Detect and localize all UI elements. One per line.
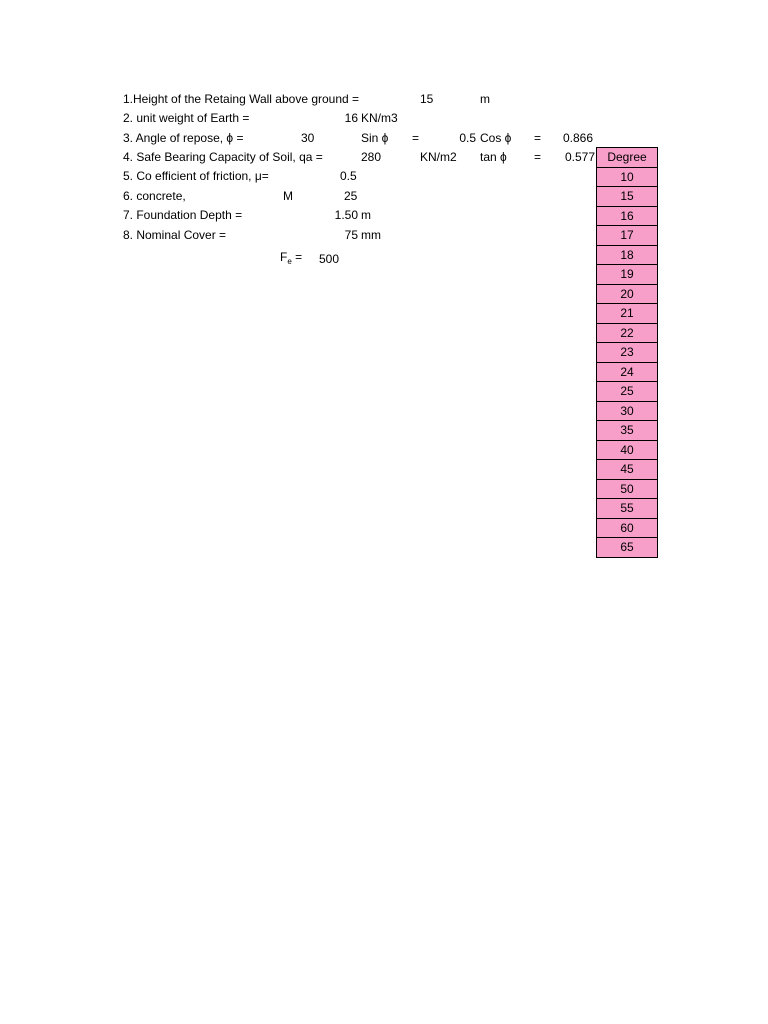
degree-cell: 23 — [597, 343, 657, 363]
nominal-cover-value: 75 — [344, 228, 358, 242]
cos-label: Cos ϕ — [480, 131, 512, 145]
angle-of-repose-value: 30 — [301, 131, 315, 145]
bearing-capacity-value: 280 — [361, 150, 382, 164]
tan-value: 0.577 — [564, 150, 595, 164]
height-value: 15 — [420, 92, 434, 106]
sin-value: 0.5 — [459, 131, 476, 145]
degree-cell: 35 — [597, 421, 657, 441]
degree-cell: 30 — [597, 402, 657, 422]
bearing-capacity-unit: KN/m2 — [420, 150, 457, 164]
degree-cell: 50 — [597, 480, 657, 500]
sin-equals: = — [412, 131, 420, 145]
degree-cell: 65 — [597, 538, 657, 558]
concrete-label: 6. concrete, — [123, 189, 186, 203]
degree-cell: 21 — [597, 304, 657, 324]
tan-label: tan ϕ — [480, 150, 507, 164]
degree-cell: 16 — [597, 207, 657, 227]
degree-cell: 17 — [597, 226, 657, 246]
cos-equals: = — [534, 131, 542, 145]
degree-cell: 22 — [597, 324, 657, 344]
fe-label — [280, 249, 302, 267]
degree-cell: 60 — [597, 519, 657, 539]
degree-cell: 19 — [597, 265, 657, 285]
nominal-cover-unit: mm — [361, 228, 381, 242]
degree-cell: 40 — [597, 441, 657, 461]
degree-table-header: Degree — [597, 147, 657, 168]
bearing-capacity-label: 4. Safe Bearing Capacity of Soil, qa = — [123, 150, 323, 164]
degree-cell: 10 — [597, 168, 657, 188]
foundation-depth-label: 7. Foundation Depth = — [123, 208, 243, 222]
degree-table — [596, 147, 658, 558]
fe-value: 500 — [319, 252, 340, 266]
foundation-depth-value: 1.50 — [334, 208, 358, 222]
angle-of-repose-label: 3. Angle of repose, ϕ = — [123, 131, 244, 145]
degree-cell: 45 — [597, 460, 657, 480]
friction-label: 5. Co efficient of friction, μ= — [123, 169, 269, 183]
degree-cell: 15 — [597, 187, 657, 207]
concrete-grade-value: 25 — [344, 189, 358, 203]
degree-cell: 18 — [597, 246, 657, 266]
cos-value: 0.866 — [563, 131, 594, 145]
fe-subscript: e — [287, 257, 292, 266]
friction-value: 0.5 — [340, 169, 357, 183]
fe-symbol: F — [280, 250, 288, 264]
degree-cell: 20 — [597, 285, 657, 305]
height-unit: m — [480, 92, 490, 106]
unit-weight-unit: KN/m3 — [361, 111, 398, 125]
height-label: 1.Height of the Retaing Wall above ground = — [123, 92, 360, 106]
degree-cell: 24 — [597, 363, 657, 383]
fe-equals: = — [291, 250, 303, 264]
degree-cell: 55 — [597, 499, 657, 519]
foundation-depth-unit: m — [361, 208, 371, 222]
concrete-grade-prefix: M — [283, 189, 293, 203]
degree-cell: 25 — [597, 382, 657, 402]
unit-weight-label: 2. unit weight of Earth = — [123, 111, 250, 125]
sin-label: Sin ϕ — [361, 131, 389, 145]
nominal-cover-label: 8. Nominal Cover = — [123, 228, 227, 242]
tan-equals: = — [534, 150, 542, 164]
unit-weight-value: 16 — [344, 111, 358, 125]
